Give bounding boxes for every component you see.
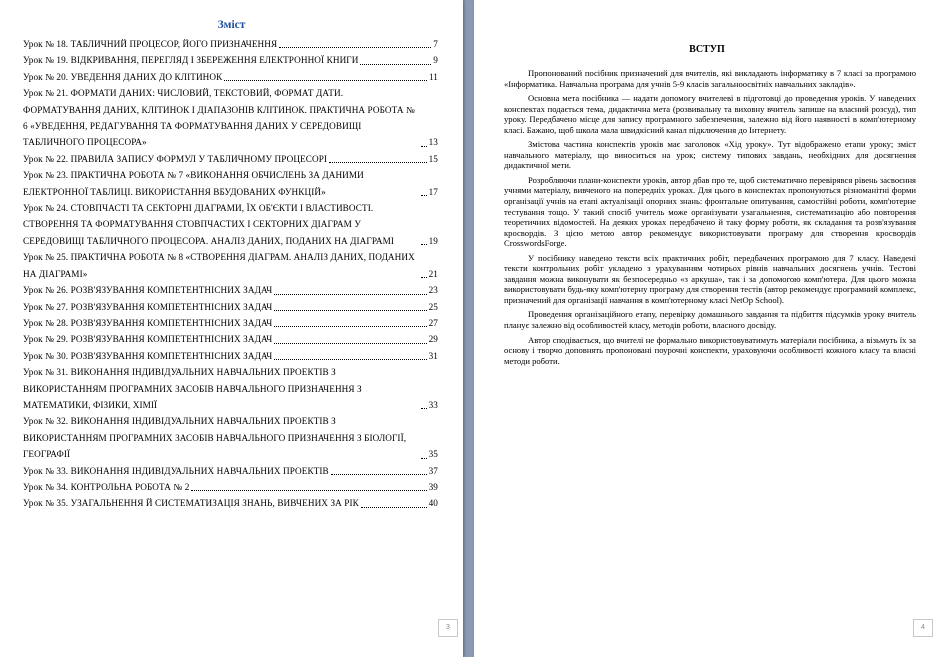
intro-paragraph: Проведення організаційного етапу, перевірку домашнього завдання та підбиття підсумків уроку вчитель планує залежно від особливостей класу, методів роботи, власного досвіду. [504, 309, 916, 331]
toc-entry[interactable] [23, 52, 438, 68]
toc-entry-text: Урок № 21. ФОРМАТИ ДАНИХ: ЧИСЛОВИЙ, ТЕКСТОВИЙ, ФОРМАТ ДАТИ. ФОРМАТУВАННЯ ДАНИХ, КЛІТИНОК І ДІАПАЗОНІВ КЛІТИНОК. ПРАКТИЧНА РОБОТА № 6 «УВЕДЕННЯ, РЕДАГУВАННЯ ТА ФОРМАТУВАННЯ ДАНИХ У СЕРЕДОВИЩІ ТАБЛИЧНОГО ПРОЦЕСОРА» [23, 88, 415, 148]
toc-page-number: 19 [428, 235, 438, 246]
toc-page-number: 15 [428, 153, 438, 164]
toc-entry-text: Урок № 27. РОЗВ'ЯЗУВАННЯ КОМПЕТЕНТНІСНИХ ЗАДАЧ [23, 301, 273, 312]
toc-entry[interactable] [23, 85, 438, 151]
intro-title: ВСТУП [689, 44, 725, 55]
toc-entry[interactable] [23, 299, 438, 315]
intro-paragraph: У посібнику наведено тексти всіх практичних робіт, передбачених програмою для 7 класу. Наведені тексти контрольних робіт укладено з урахуванням чотирьох рівнів навчальних досягнень учнів. Тестові завдання можна виконувати як безпосередньо «з аркуша», так і за допомогою комп'ютера. Для цього можна використовувати будь-яку комп'ютерну програму для створення тестів (автор рекомендує програмний комплекс, призначений для організації навчання в комп'ютерному класі NetOp School). [504, 252, 916, 305]
toc-leader [421, 244, 427, 245]
toc-entry-text: Урок № 19. ВІДКРИВАННЯ, ПЕРЕГЛЯД І ЗБЕРЕЖЕННЯ ЕЛЕКТРОННОЇ КНИГИ [23, 55, 359, 66]
toc-entry-text: Урок № 30. РОЗВ'ЯЗУВАННЯ КОМПЕТЕНТНІСНИХ ЗАДАЧ [23, 350, 273, 361]
toc-entry-text: Урок № 22. ПРАВИЛА ЗАПИСУ ФОРМУЛ У ТАБЛИЧНОМУ ПРОЦЕСОРІ [23, 153, 328, 164]
toc-leader [224, 80, 427, 81]
toc-leader [421, 195, 427, 196]
toc-leader [361, 507, 427, 508]
toc-leader [421, 146, 427, 147]
toc-entry-text: Урок № 20. УВЕДЕННЯ ДАНИХ ДО КЛІТИНОК [23, 71, 223, 82]
toc-leader [279, 47, 431, 48]
toc-page-number: 29 [428, 334, 438, 345]
toc-page-number: 9 [433, 55, 438, 66]
toc-entry[interactable] [23, 479, 438, 495]
toc-entry[interactable] [23, 249, 438, 282]
table-of-contents [23, 36, 438, 512]
toc-entry[interactable] [23, 463, 438, 479]
toc-page-number: 35 [428, 449, 438, 460]
toc-leader [274, 343, 426, 344]
toc-entry[interactable] [23, 36, 438, 52]
toc-entry[interactable] [23, 167, 438, 200]
toc-leader [329, 162, 427, 163]
intro-text [504, 68, 916, 370]
toc-page-number: 17 [428, 186, 438, 197]
toc-leader [421, 458, 427, 459]
toc-entry-text: Урок № 34. КОНТРОЛЬНА РОБОТА № 2 [23, 481, 190, 492]
toc-entry[interactable] [23, 413, 438, 462]
toc-page-number: 27 [428, 317, 438, 328]
toc-entry-text: Урок № 24. СТОВПЧАСТІ ТА СЕКТОРНІ ДІАГРАМИ, ЇХ ОБ'ЄКТИ І ВЛАСТИВОСТІ. СТВОРЕННЯ ТА ФОРМАТУВАННЯ СТОВПЧАСТИХ І СЕКТОРНИХ ДІАГРАМ У СЕРЕДОВИЩІ ТАБЛИЧНОГО ПРОЦЕСОРА. АНАЛІЗ ДАНИХ, ПОДАНИХ НА ДІАГРАМІ [23, 203, 395, 246]
toc-page-number: 40 [428, 498, 438, 509]
toc-leader [421, 408, 427, 409]
toc-entry[interactable] [23, 315, 438, 331]
toc-page-number: 31 [428, 350, 438, 361]
toc-leader [360, 64, 431, 65]
toc-entry-text: Урок № 28. РОЗВ'ЯЗУВАННЯ КОМПЕТЕНТНІСНИХ ЗАДАЧ [23, 317, 273, 328]
toc-leader [191, 490, 426, 491]
toc-page-number: 21 [428, 268, 438, 279]
toc-entry-text: Урок № 18. ТАБЛИЧНИЙ ПРОЦЕСОР, ЙОГО ПРИЗНАЧЕННЯ [23, 39, 278, 49]
toc-page-number: 13 [428, 137, 438, 148]
toc-leader [274, 310, 426, 311]
toc-entry-text: Урок № 25. ПРАКТИЧНА РОБОТА № 8 «СТВОРЕННЯ ДІАГРАМ. АНАЛІЗ ДАНИХ, ПОДАНИХ НА ДІАГРАМІ» [23, 252, 415, 279]
page-number-left: 3 [438, 619, 458, 637]
toc-leader [274, 359, 426, 360]
toc-entry-text: Урок № 23. ПРАКТИЧНА РОБОТА № 7 «ВИКОНАННЯ ОБЧИСЛЕНЬ ЗА ДАНИМИ ЕЛЕКТРОННОЇ ТАБЛИЦІ. ВИКОРИСТАННЯ ВБУДОВАНИХ ФУНКЦІЙ» [23, 170, 364, 197]
page-number-right: 4 [913, 619, 933, 637]
toc-entry-text: Урок № 31. ВИКОНАННЯ ІНДИВІДУАЛЬНИХ НАВЧАЛЬНИХ ПРОЕКТІВ З ВИКОРИСТАННЯМ ПРОГРАМНИХ ЗАСОБІВ НАВЧАЛЬНОГО ПРИЗНАЧЕННЯ З МАТЕМАТИКИ, ФІЗИКИ, ХІМІЇ [23, 367, 362, 410]
toc-page-number: 37 [428, 465, 438, 476]
toc-page-number: 33 [428, 399, 438, 410]
toc-leader [274, 326, 426, 327]
toc-page-number: 39 [428, 481, 438, 492]
toc-entry[interactable] [23, 69, 438, 85]
intro-paragraph: Змістова частина конспектів уроків має заголовок «Хід уроку». Тут відображено етапи уроку; зміст навчального матеріалу, що виноситься на урок; систему типових завдань, необхідних для досягнення дидактичної мети. [504, 139, 916, 171]
toc-entry[interactable] [23, 200, 438, 249]
intro-paragraph: Розробляючи плани-конспекти уроків, автор дбав про те, щоб систематично перевірявся рівень засвоєння учнями матеріалу, вивченого на попередніх уроках. Для цього в конспектах пропонуються різноманітні форми організації учнів на етапі актуалізації опорних знань: фронтальне опитування, самостійні роботи, комп'ютерне тестування тощо. У такий спосіб учитель може організувати узагальнення, систематизацію або повторення теоретичних відомостей. На деяких уроках передбачено й таку форму роботи, як складання та розв'язування кросвордів. З цією метою автор рекомендує використовувати програму для створення кросвордів CrosswordsForge. [504, 174, 916, 249]
toc-entry-text: Урок № 29. РОЗВ'ЯЗУВАННЯ КОМПЕТЕНТНІСНИХ ЗАДАЧ [23, 334, 273, 345]
toc-entry-text: Урок № 33. ВИКОНАННЯ ІНДИВІДУАЛЬНИХ НАВЧАЛЬНИХ ПРОЕКТІВ [23, 465, 329, 476]
intro-paragraph: Автор сподівається, що вчителі не формально використовуватимуть матеріали посібника, а візьмуть їх за основу і творчо доповнять пропоновані поурочні конспекти, ураховуючи особливості кожного класу та власні методи роботи. [504, 334, 916, 366]
toc-page-number: 7 [433, 39, 438, 49]
toc-page-number: 25 [428, 301, 438, 312]
toc-entry[interactable] [23, 495, 438, 511]
toc-entry[interactable] [23, 282, 438, 298]
toc-entry[interactable] [23, 151, 438, 167]
toc-entry[interactable] [23, 364, 438, 413]
toc-leader [331, 474, 427, 475]
toc-entry-text: Урок № 35. УЗАГАЛЬНЕННЯ Й СИСТЕМАТИЗАЦІЯ ЗНАНЬ, ВИВЧЕНИХ ЗА РІК [23, 498, 359, 509]
toc-leader [274, 294, 426, 295]
toc-title: Зміст [217, 19, 246, 31]
intro-paragraph: Основна мета посібника — надати допомогу вчителеві в підготовці до проведення уроків. У наведених конспектах подається тема, дидактична мета (розвивальну та виховну вчитель запише на власний розсуд), тип уроку. Передбачено місце для запису програмного забезпечення, залежно від його наявності в комп'ютерному класі. Бажано, щоб школа мала швидкісний канал підключення до Інтернету. [504, 93, 916, 135]
toc-entry[interactable] [23, 331, 438, 347]
toc-page-number: 11 [428, 71, 438, 82]
toc-entry[interactable] [23, 348, 438, 364]
toc-page-number: 23 [428, 285, 438, 296]
intro-paragraph: Пропонований посібник призначений для вчителів, які викладають інформатику в 7 класі за програмою «Інформатика. Навчальна програма для учнів 5-9 класів загальноосвітніх навчальних закладів». [504, 68, 916, 89]
toc-entry-text: Урок № 32. ВИКОНАННЯ ІНДИВІДУАЛЬНИХ НАВЧАЛЬНИХ ПРОЕКТІВ З ВИКОРИСТАННЯМ ПРОГРАМНИХ ЗАСОБІВ НАВЧАЛЬНОГО ПРИЗНАЧЕННЯ З БІОЛОГІЇ, ГЕОГРАФІЇ [23, 416, 407, 460]
toc-entry-text: Урок № 26. РОЗВ'ЯЗУВАННЯ КОМПЕТЕНТНІСНИХ ЗАДАЧ [23, 285, 273, 296]
toc-leader [421, 277, 427, 278]
